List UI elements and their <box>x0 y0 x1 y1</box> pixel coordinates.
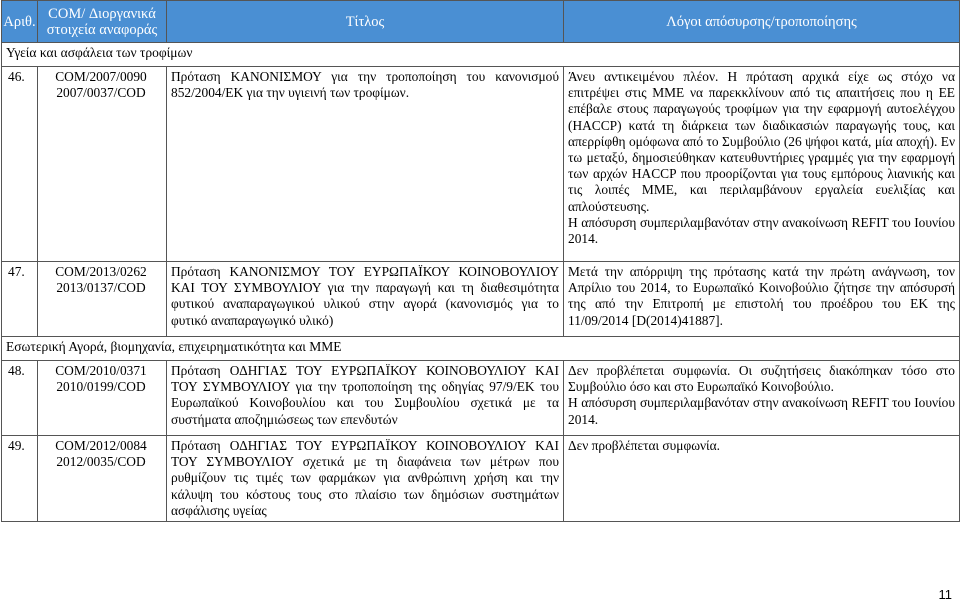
row-number: 46. <box>2 67 38 262</box>
row-title: Πρόταση ΚΑΝΟΝΙΣΜΟΥ ΤΟΥ ΕΥΡΩΠΑΪΚΟΥ ΚΟΙΝΟΒΟΥΛΙΟΥ ΚΑΙ ΤΟΥ ΣΥΜΒΟΥΛΙΟΥ για την παραγωγή και τη διαθεσιμότητα φυτικού αναπαραγωγικού υλικού στην αγορά (κανονισμός για το φυτικό αναπαραγωγικό υλικό) <box>167 262 564 337</box>
document-page <box>1 0 959 522</box>
header-reference: COM/ Διοργανικά στοιχεία αναφοράς <box>38 1 167 43</box>
withdrawn-proposals-table <box>1 0 960 522</box>
row-title: Πρόταση ΟΔΗΓΙΑΣ ΤΟΥ ΕΥΡΩΠΑΪΚΟΥ ΚΟΙΝΟΒΟΥΛΙΟΥ ΚΑΙ ΤΟΥ ΣΥΜΒΟΥΛΙΟΥ σχετικά με τη διαφάνεια των μέτρων που ρυθμίζουν τις τιμές των φαρμάκων για ανθρώπινη χρήση και την κάλυψη του κόστους τους στο πλαίσιο των δημόσιων συστημάτων ασφάλισης υγείας <box>167 436 564 522</box>
page-number: 11 <box>938 587 952 602</box>
row-number: 47. <box>2 262 38 337</box>
header-number: Αριθ. <box>2 1 38 43</box>
table-row <box>2 262 960 337</box>
row-reference: COM/2013/0262 2013/0137/COD <box>38 262 167 337</box>
row-number: 48. <box>2 361 38 436</box>
row-title: Πρόταση ΟΔΗΓΙΑΣ ΤΟΥ ΕΥΡΩΠΑΪΚΟΥ ΚΟΙΝΟΒΟΥΛΙΟΥ ΚΑΙ ΤΟΥ ΣΥΜΒΟΥΛΙΟΥ για την τροποποίηση της οδηγίας 97/9/ΕΚ του Ευρωπαϊκού Κοινοβουλίου και του Συμβουλίου σχετικά με τα συστήματα αποζημιώσεως των επενδυτών <box>167 361 564 436</box>
row-reason: Άνευ αντικειμένου πλέον. Η πρόταση αρχικά είχε ως στόχο να επιτρέψει στις ΜΜΕ να παρεκκλίνουν από τις απαιτήσεις που η ΕΕ επέβαλε στους παραγωγούς τροφίμων για την εφαρμογή αυτοελέγχου (HACCP) κατά τη διάρκεια των διαδικασιών παραγωγής τους, και απερρίφθη ομόφωνα από το Συμβούλιο (26 ψήφοι κατά, μία αποχή). Εν τω μεταξύ, δημοσιεύθηκαν κατευθυντήριες γραμμές για την εφαρμογή των αρχών HACCP που προορίζονται για τους εμπόρους λιανικής και τις λοιπές ΜΜΕ, και περιλαμβάνουν εργαλεία ευελιξίας και απλούστευσης. Η απόσυρση συμπεριλαμβανόταν στην ανακοίνωση REFIT του Ιουνίου 2014. <box>564 67 960 262</box>
table-header-row <box>2 1 960 43</box>
row-reference: COM/2007/0090 2007/0037/COD <box>38 67 167 262</box>
row-reference: COM/2010/0371 2010/0199/COD <box>38 361 167 436</box>
section-title: Εσωτερική Αγορά, βιομηχανία, επιχειρηματικότητα και ΜΜΕ <box>2 337 960 361</box>
row-reference: COM/2012/0084 2012/0035/COD <box>38 436 167 522</box>
header-reason: Λόγοι απόσυρσης/τροποποίησης <box>564 1 960 43</box>
row-title: Πρόταση ΚΑΝΟΝΙΣΜΟΥ για την τροποποίηση του κανονισμού 852/2004/ΕΚ για την υγιεινή των τροφίμων. <box>167 67 564 262</box>
row-reason: Δεν προβλέπεται συμφωνία. Οι συζητήσεις διακόπηκαν τόσο στο Συμβούλιο όσο και στο Ευρωπαϊκό Κοινοβούλιο. Η απόσυρση συμπεριλαμβανόταν στην ανακοίνωση REFIT του Ιουνίου 2014. <box>564 361 960 436</box>
section-heading-row <box>2 337 960 361</box>
row-number: 49. <box>2 436 38 522</box>
header-title: Τίτλος <box>167 1 564 43</box>
table-row <box>2 436 960 522</box>
table-row <box>2 361 960 436</box>
table-row <box>2 67 960 262</box>
section-heading-row <box>2 43 960 67</box>
section-title: Υγεία και ασφάλεια των τροφίμων <box>2 43 960 67</box>
row-reason: Δεν προβλέπεται συμφωνία. <box>564 436 960 522</box>
row-reason: Μετά την απόρριψη της πρότασης κατά την πρώτη ανάγνωση, τον Απρίλιο του 2014, το Ευρωπαϊκό Κοινοβούλιο ζήτησε την απόσυρσή της από την Επιτροπή με επιστολή του προέδρου του ΕΚ της 11/09/2014 [D(2014)41887]. <box>564 262 960 337</box>
